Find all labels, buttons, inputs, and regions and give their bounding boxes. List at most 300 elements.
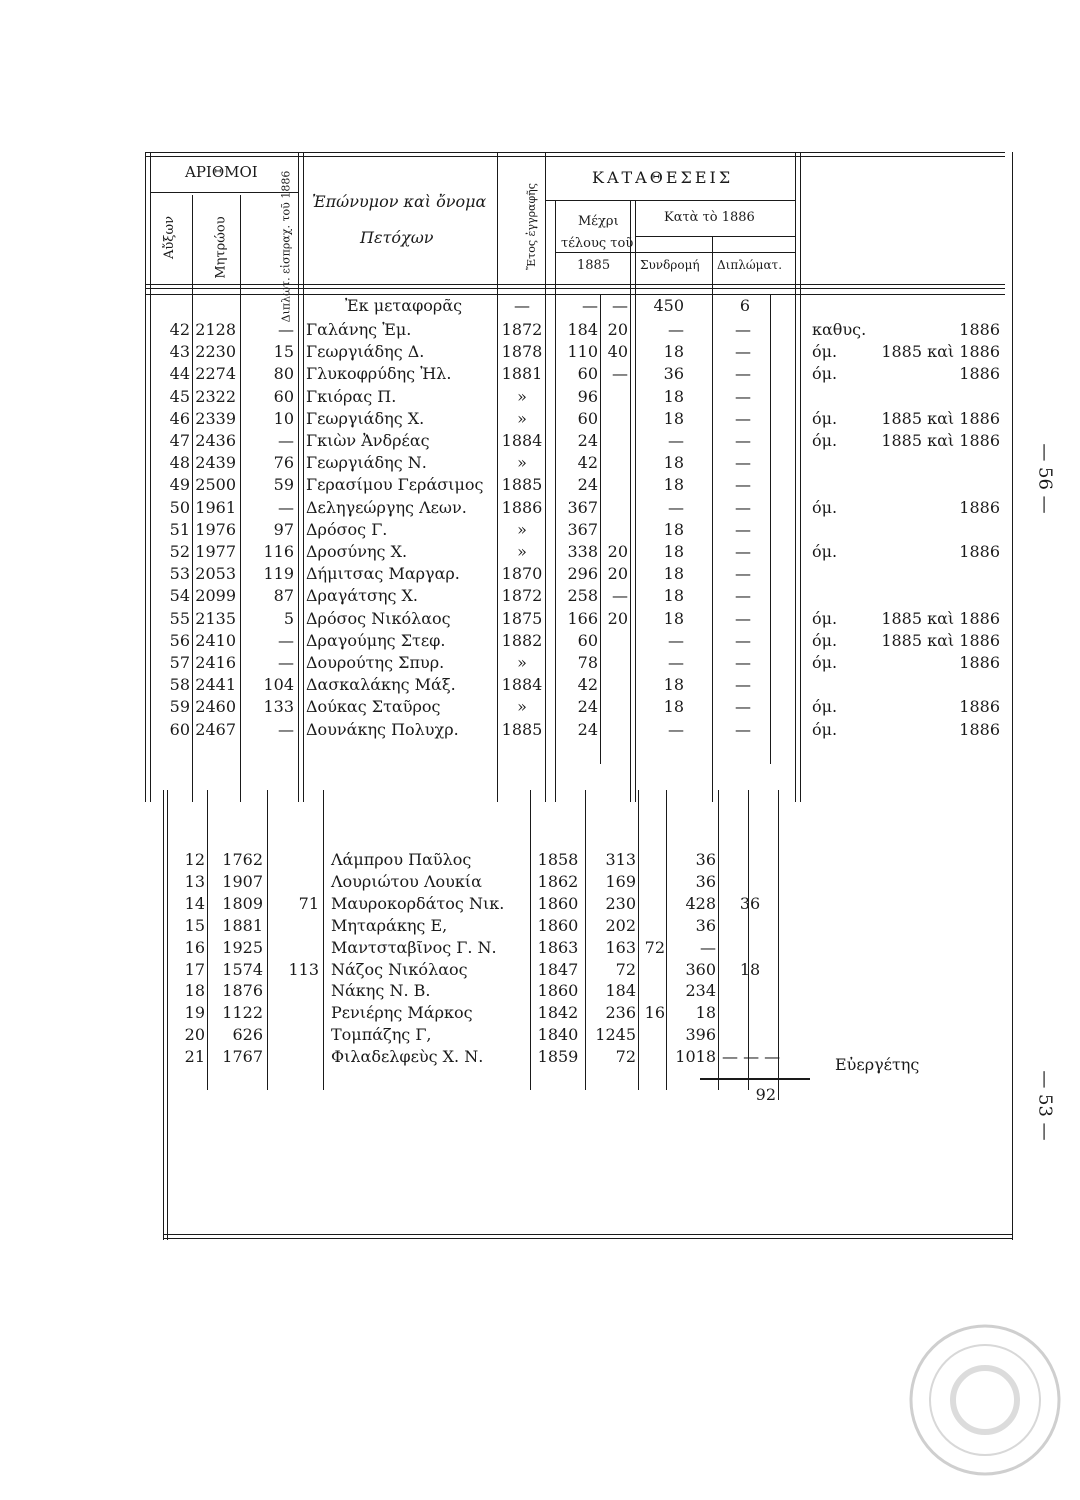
serial-cell: 46 (169, 408, 190, 428)
year-cell: 1862 (537, 871, 579, 891)
register-cell: 1762 (222, 850, 263, 869)
subscription-cell: 18 (663, 519, 684, 539)
year-cell: 1881 (501, 364, 543, 384)
subscription-cell: 18 (663, 608, 684, 628)
note-cell: όμ. (812, 697, 838, 717)
page-number-53: — 53 — (1034, 1070, 1056, 1141)
subscription-cell: — (668, 320, 684, 339)
serial-cell: 42 (169, 320, 190, 339)
subscription-cell: 396 (685, 1025, 716, 1045)
year-cell: 1842 (537, 1003, 579, 1023)
serial-cell: 54 (169, 586, 190, 606)
until-header-1: Μέχρι (578, 214, 619, 229)
until-amount-cell: 78 (577, 653, 598, 672)
serial-cell: 14 (184, 893, 205, 913)
table-row (0, 938, 1080, 958)
name-cell: Γεωργιάδης Ν. (306, 453, 427, 473)
note-years-cell: 1886 (959, 653, 1000, 672)
name-cell: Δρόσος Γ. (306, 519, 388, 539)
note-years-cell: 1886 (959, 542, 1000, 561)
until-amount-cell: 258 (567, 586, 598, 606)
register-cell: 1767 (222, 1047, 263, 1067)
name-cell: Δραγούμης Στεφ. (306, 630, 446, 650)
until-amount-cell: 313 (605, 850, 636, 869)
year-cell: 1860 (537, 915, 579, 935)
until-cents-cell: 20 (607, 542, 628, 561)
name-cell: Γκιὼν Ἀνδρέας (306, 431, 430, 450)
year-cell: 1863 (537, 937, 579, 957)
name-cell: Μαυροκορδάτος Νικ. (331, 893, 505, 913)
serial-cell: 20 (184, 1025, 205, 1045)
year-cell: 1872 (501, 320, 543, 339)
serial-cell: 55 (169, 608, 190, 628)
year-cell: 1878 (501, 342, 543, 362)
diplomas-cell: — (735, 630, 751, 650)
register-cell: 1977 (195, 542, 236, 561)
year-cell: 1885 (501, 719, 543, 739)
diploma-cell: 60 (273, 386, 294, 406)
serial-cell: 57 (169, 653, 190, 672)
register-cell: 2135 (195, 608, 236, 628)
name-column-header: Ἐπώνυμον καὶ ὄνομα (312, 192, 487, 211)
diplomas-cell: — (735, 320, 751, 339)
serial-cell: 18 (184, 981, 205, 1001)
name-cell: Γεωργιάδης Δ. (306, 342, 425, 362)
serial-cell: 58 (169, 675, 190, 695)
benefactor-note: Εὐεργέτης (835, 1055, 920, 1074)
register-cell: 1907 (222, 871, 263, 891)
serial-cell: 16 (184, 937, 205, 957)
subscription-cell: — (700, 937, 716, 957)
name-cell: Λάμπρου Παῦλος (331, 850, 472, 869)
diploma-cell: 5 (283, 608, 294, 628)
year-column-header: Ἔτος ἐγγραφῆς (524, 183, 538, 270)
subscription-cell: 36 (695, 850, 716, 869)
until-amount-cell: 230 (605, 893, 636, 913)
until-amount-cell: 72 (615, 959, 636, 979)
subscription-cell: 18 (695, 1003, 716, 1023)
diploma-cell: 97 (273, 519, 294, 539)
note-years-cell: 1886 (959, 719, 1000, 739)
year-cell: 1884 (501, 675, 543, 695)
year-cell: 1860 (537, 893, 579, 913)
diploma-cell: 113 (288, 959, 319, 979)
serial-cell: 17 (184, 959, 205, 979)
table-row (0, 564, 1080, 584)
diploma-cell: 80 (273, 364, 294, 384)
until-amount-cell: 60 (577, 408, 598, 428)
note-cell: καθυς. (812, 320, 867, 339)
until-amount-cell: 338 (567, 542, 598, 561)
diploma-cell: 59 (273, 475, 294, 495)
table-row (0, 631, 1080, 651)
register-cell: 1122 (222, 1003, 263, 1023)
year-cell: » (517, 653, 527, 672)
until-cents-cell: — (612, 586, 628, 606)
table-row (0, 364, 1080, 384)
note-years-cell: 1886 (959, 497, 1000, 517)
register-cell: 626 (232, 1025, 263, 1045)
until-amount-cell: 184 (605, 981, 636, 1001)
register-cell: 2099 (195, 586, 236, 606)
table-row (0, 387, 1080, 407)
carry-until-a: — (582, 296, 598, 315)
diplomas-cell: — (735, 564, 751, 584)
until-cents-cell: 20 (607, 564, 628, 584)
table-row (0, 609, 1080, 629)
note-years-cell: 1885 καὶ 1886 (881, 608, 1000, 628)
note-cell: όμ. (812, 497, 838, 517)
name-cell: Γκιόρας Π. (306, 386, 397, 406)
name-cell: Γλυκοφρύδης Ἠλ. (306, 364, 452, 384)
diploma-cell: 133 (263, 697, 294, 717)
name-cell: Δουρούτης Σπυρ. (306, 653, 445, 672)
subscription-cell: 36 (695, 871, 716, 891)
name-cell: Τομπάζης Γ, (331, 1025, 432, 1045)
table-row (0, 1003, 1080, 1023)
diplomas-cell: — (735, 675, 751, 695)
diplomas-cell: 18 (739, 959, 761, 979)
name-cell: Δροσύνης Χ. (306, 542, 408, 561)
register-cell: 2339 (195, 408, 236, 428)
register-cell: 1881 (222, 915, 263, 935)
serial-cell: 13 (184, 871, 205, 891)
in-1886-header: Κατὰ τὸ 1886 (664, 210, 755, 225)
year-cell: 1847 (537, 959, 579, 979)
name-cell: Γερασίμου Γεράσιμος (306, 475, 484, 495)
table-row (0, 542, 1080, 562)
until-cents-cell: 72 (644, 937, 665, 957)
until-amount-cell: 110 (567, 342, 598, 362)
note-years-cell: 1886 (959, 364, 1000, 384)
register-cell: 2128 (195, 320, 236, 339)
note-years-cell: 1885 καὶ 1886 (881, 630, 1000, 650)
register-cell: 2439 (195, 453, 236, 473)
subscription-cell: — (668, 431, 684, 450)
diplomas-cell: 36 (739, 893, 761, 913)
register-cell: 2053 (195, 564, 236, 584)
numbers-group-header: ΑΡΙΘΜΟΙ (185, 163, 258, 181)
diplomas-cell: — (735, 342, 751, 362)
serial-cell: 51 (169, 519, 190, 539)
subscription-cell: — (668, 497, 684, 517)
year-cell: 1875 (501, 608, 543, 628)
serial-cell: 21 (184, 1047, 205, 1067)
diplomas-cell: — (735, 364, 751, 384)
register-cell: 1574 (222, 959, 263, 979)
subscription-cell: 36 (663, 364, 684, 384)
until-amount-cell: 166 (567, 608, 598, 628)
name-cell: Δασκαλάκης Μάξ. (306, 675, 456, 695)
subscription-cell: 18 (663, 342, 684, 362)
until-cents-cell: 16 (644, 1003, 665, 1023)
carry-label: Ἐκ μεταφορᾶς (345, 296, 463, 315)
note-years-cell: 1885 καὶ 1886 (881, 342, 1000, 362)
name-cell: Μαντσταβῖνος Γ. Ν. (331, 937, 497, 957)
year-cell: 1860 (537, 981, 579, 1001)
serial-cell: 50 (169, 497, 190, 517)
subscription-cell: 18 (663, 386, 684, 406)
serial-cell: 12 (184, 850, 205, 869)
until-amount-cell: 184 (567, 320, 598, 339)
register-column-header: Μητρώου (213, 216, 229, 279)
subscription-cell: 428 (685, 893, 716, 913)
name-cell: Δεληγεώργης Λεων. (306, 497, 467, 517)
serial-cell: 53 (169, 564, 190, 584)
serial-cell: 52 (169, 542, 190, 561)
note-years-cell: 1885 καὶ 1886 (881, 408, 1000, 428)
subscription-cell: 18 (663, 542, 684, 561)
diplomas-cell: — (735, 475, 751, 495)
register-cell: 2500 (195, 475, 236, 495)
note-cell: όμ. (812, 719, 838, 739)
table-row (0, 520, 1080, 540)
table-row (0, 916, 1080, 936)
diploma-cell: 119 (263, 564, 294, 584)
note-cell: όμ. (812, 408, 838, 428)
diploma-cell: — (278, 630, 294, 650)
diplomas-header: Διπλώματ. (717, 258, 783, 272)
diplomas-cell: — (735, 431, 751, 450)
until-amount-cell: 24 (577, 431, 598, 450)
diplomas-cell: — — — (722, 1047, 781, 1067)
register-cell: 2441 (195, 675, 236, 695)
carry-year: — (514, 296, 530, 315)
year-cell: 1884 (501, 431, 543, 450)
serial-cell: 45 (169, 386, 190, 406)
year-cell: 1885 (501, 475, 543, 495)
serial-cell: 56 (169, 630, 190, 650)
carry-row (0, 296, 1080, 316)
diploma-cell: 104 (263, 675, 294, 695)
until-amount-cell: 42 (577, 453, 598, 473)
diplomas-cell: — (735, 408, 751, 428)
note-cell: όμ. (812, 653, 838, 672)
note-cell: όμ. (812, 608, 838, 628)
carry-until-b: — (612, 296, 628, 315)
serial-cell: 48 (169, 453, 190, 473)
until-amount-cell: 96 (577, 386, 598, 406)
library-seal-stamp (905, 1320, 1065, 1480)
table-row (0, 453, 1080, 473)
diplomas-cell: — (735, 497, 751, 517)
name-cell: Γαλάνης Ἐμ. (306, 320, 412, 339)
diploma-cell: 71 (298, 893, 319, 913)
diploma-cell: — (278, 653, 294, 672)
name-cell: Δραγάτσης Χ. (306, 586, 419, 606)
serial-cell: 47 (169, 431, 190, 450)
name-cell: Νάζος Νικόλαος (331, 959, 468, 979)
deposits-group-header: ΚΑΤΑΘΕΣΕΙΣ (592, 168, 734, 187)
note-cell: όμ. (812, 364, 838, 384)
table-row (0, 960, 1080, 980)
year-cell: » (517, 542, 527, 561)
year-cell: 1872 (501, 586, 543, 606)
subscription-header: Συνδρομή (640, 258, 700, 272)
diplomas-cell: — (735, 519, 751, 539)
table-row (0, 320, 1080, 340)
diplomas-cell: — (735, 697, 751, 717)
until-header-2: τέλους τοῦ (561, 236, 634, 251)
note-cell: όμ. (812, 542, 838, 561)
note-years-cell: 1886 (959, 697, 1000, 717)
register-cell: 2322 (195, 386, 236, 406)
subscription-cell: 18 (663, 697, 684, 717)
diplomas-cell: — (735, 719, 751, 739)
until-amount-cell: 169 (605, 871, 636, 891)
year-cell: 1840 (537, 1025, 579, 1045)
table-row (0, 498, 1080, 518)
serial-cell: 44 (169, 364, 190, 384)
table-row (0, 675, 1080, 695)
year-cell: 1859 (537, 1047, 579, 1067)
table-row (0, 894, 1080, 914)
table-row (0, 697, 1080, 717)
until-amount-cell: 367 (567, 519, 598, 539)
subscription-cell: — (668, 719, 684, 739)
register-cell: 2467 (195, 719, 236, 739)
year-cell: » (517, 697, 527, 717)
table-row (0, 850, 1080, 870)
diploma-cell: 87 (273, 586, 294, 606)
year-cell: 1882 (501, 630, 543, 650)
year-cell: » (517, 453, 527, 473)
lower-total: 92 (755, 1085, 776, 1104)
note-cell: όμ. (812, 342, 838, 362)
until-amount-cell: 60 (577, 364, 598, 384)
diplomas-cell: — (735, 386, 751, 406)
name-cell: Δουνάκης Πολυχρ. (306, 719, 459, 739)
name-cell: Γεωργιάδης Χ. (306, 408, 425, 428)
table-row (0, 431, 1080, 451)
register-cell: 2460 (195, 697, 236, 717)
subscription-cell: 18 (663, 564, 684, 584)
until-amount-cell: 72 (615, 1047, 636, 1067)
register-cell: 2410 (195, 630, 236, 650)
until-amount-cell: 296 (567, 564, 598, 584)
serial-cell: 60 (169, 719, 190, 739)
page-number-56: — 56 — (1034, 443, 1056, 514)
subscription-cell: 360 (685, 959, 716, 979)
carry-sub: 450 (653, 296, 684, 315)
table-row (0, 475, 1080, 495)
serial-column-header: Αὔξων (161, 216, 177, 259)
until-amount-cell: 24 (577, 475, 598, 495)
note-cell: όμ. (812, 431, 838, 450)
register-cell: 1925 (222, 937, 263, 957)
name-cell: Φιλαδελφεὺς Χ. Ν. (331, 1047, 484, 1067)
until-amount-cell: 60 (577, 630, 598, 650)
register-cell: 2416 (195, 653, 236, 672)
subscription-cell: 234 (685, 981, 716, 1001)
subscription-cell: 1018 (675, 1047, 716, 1067)
until-header-3: 1885 (577, 258, 611, 273)
year-cell: 1886 (501, 497, 543, 517)
diploma-cell: — (278, 719, 294, 739)
subscription-cell: 18 (663, 408, 684, 428)
name-cell: Μηταράκης Ε, (331, 915, 448, 935)
diploma-cell: 76 (273, 453, 294, 473)
subscription-cell: — (668, 630, 684, 650)
year-cell: 1870 (501, 564, 543, 584)
register-cell: 1976 (195, 519, 236, 539)
diplomas-cell: — (735, 542, 751, 561)
year-cell: » (517, 408, 527, 428)
serial-cell: 49 (169, 475, 190, 495)
name-cell: Δρόσος Νικόλαος (306, 608, 451, 628)
year-cell: » (517, 519, 527, 539)
until-amount-cell: 42 (577, 675, 598, 695)
diploma-cell: 15 (273, 342, 294, 362)
table-row (0, 342, 1080, 362)
register-cell: 2436 (195, 431, 236, 450)
diplomas-cell: — (735, 653, 751, 672)
diplomas-cell: — (735, 608, 751, 628)
serial-cell: 43 (169, 342, 190, 362)
until-amount-cell: 367 (567, 497, 598, 517)
carry-dip: 6 (739, 296, 751, 315)
subscription-cell: 18 (663, 475, 684, 495)
subscription-cell: 36 (695, 915, 716, 935)
year-cell: 1858 (537, 850, 579, 869)
table-row (0, 872, 1080, 892)
until-cents-cell: — (612, 364, 628, 384)
name-cell: Ρενιέρης Μάρκος (331, 1003, 473, 1023)
diplomas-cell: — (735, 586, 751, 606)
register-cell: 1876 (222, 981, 263, 1001)
until-cents-cell: 20 (607, 320, 628, 339)
until-amount-cell: 1245 (595, 1025, 636, 1045)
table-row (0, 653, 1080, 673)
register-cell: 2274 (195, 364, 236, 384)
table-row (0, 409, 1080, 429)
name-cell: Λουριώτου Λουκία (331, 871, 482, 891)
diploma-cell: — (278, 320, 294, 339)
table-row (0, 981, 1080, 1001)
name-cell: Νάκης Ν. Β. (331, 981, 431, 1001)
until-amount-cell: 24 (577, 719, 598, 739)
until-amount-cell: 236 (605, 1003, 636, 1023)
until-amount-cell: 202 (605, 915, 636, 935)
subscription-cell: 18 (663, 586, 684, 606)
name-cell: Δούκας Σταῦρος (306, 697, 441, 717)
note-years-cell: 1885 καὶ 1886 (881, 431, 1000, 450)
note-years-cell: 1886 (959, 320, 1000, 339)
until-cents-cell: 20 (607, 608, 628, 628)
diploma-cell: — (278, 497, 294, 517)
diploma-column-header: Διπλωτ. εἰσπραχ. τοῦ 1886 (279, 170, 293, 323)
name-column-header-2: Πετόχων (360, 228, 434, 247)
diploma-cell: 10 (273, 408, 294, 428)
serial-cell: 15 (184, 915, 205, 935)
until-amount-cell: 163 (605, 937, 636, 957)
until-amount-cell: 24 (577, 697, 598, 717)
table-row (0, 586, 1080, 606)
diploma-cell: 116 (263, 542, 294, 561)
register-cell: 1961 (195, 497, 236, 517)
subscription-cell: 18 (663, 675, 684, 695)
serial-cell: 19 (184, 1003, 205, 1023)
subscription-cell: — (668, 653, 684, 672)
name-cell: Δήμιτσας Μαργαρ. (306, 564, 460, 584)
diploma-cell: — (278, 431, 294, 450)
serial-cell: 59 (169, 697, 190, 717)
note-cell: όμ. (812, 630, 838, 650)
year-cell: » (517, 386, 527, 406)
table-row (0, 1025, 1080, 1045)
register-cell: 2230 (195, 342, 236, 362)
subscription-cell: 18 (663, 453, 684, 473)
